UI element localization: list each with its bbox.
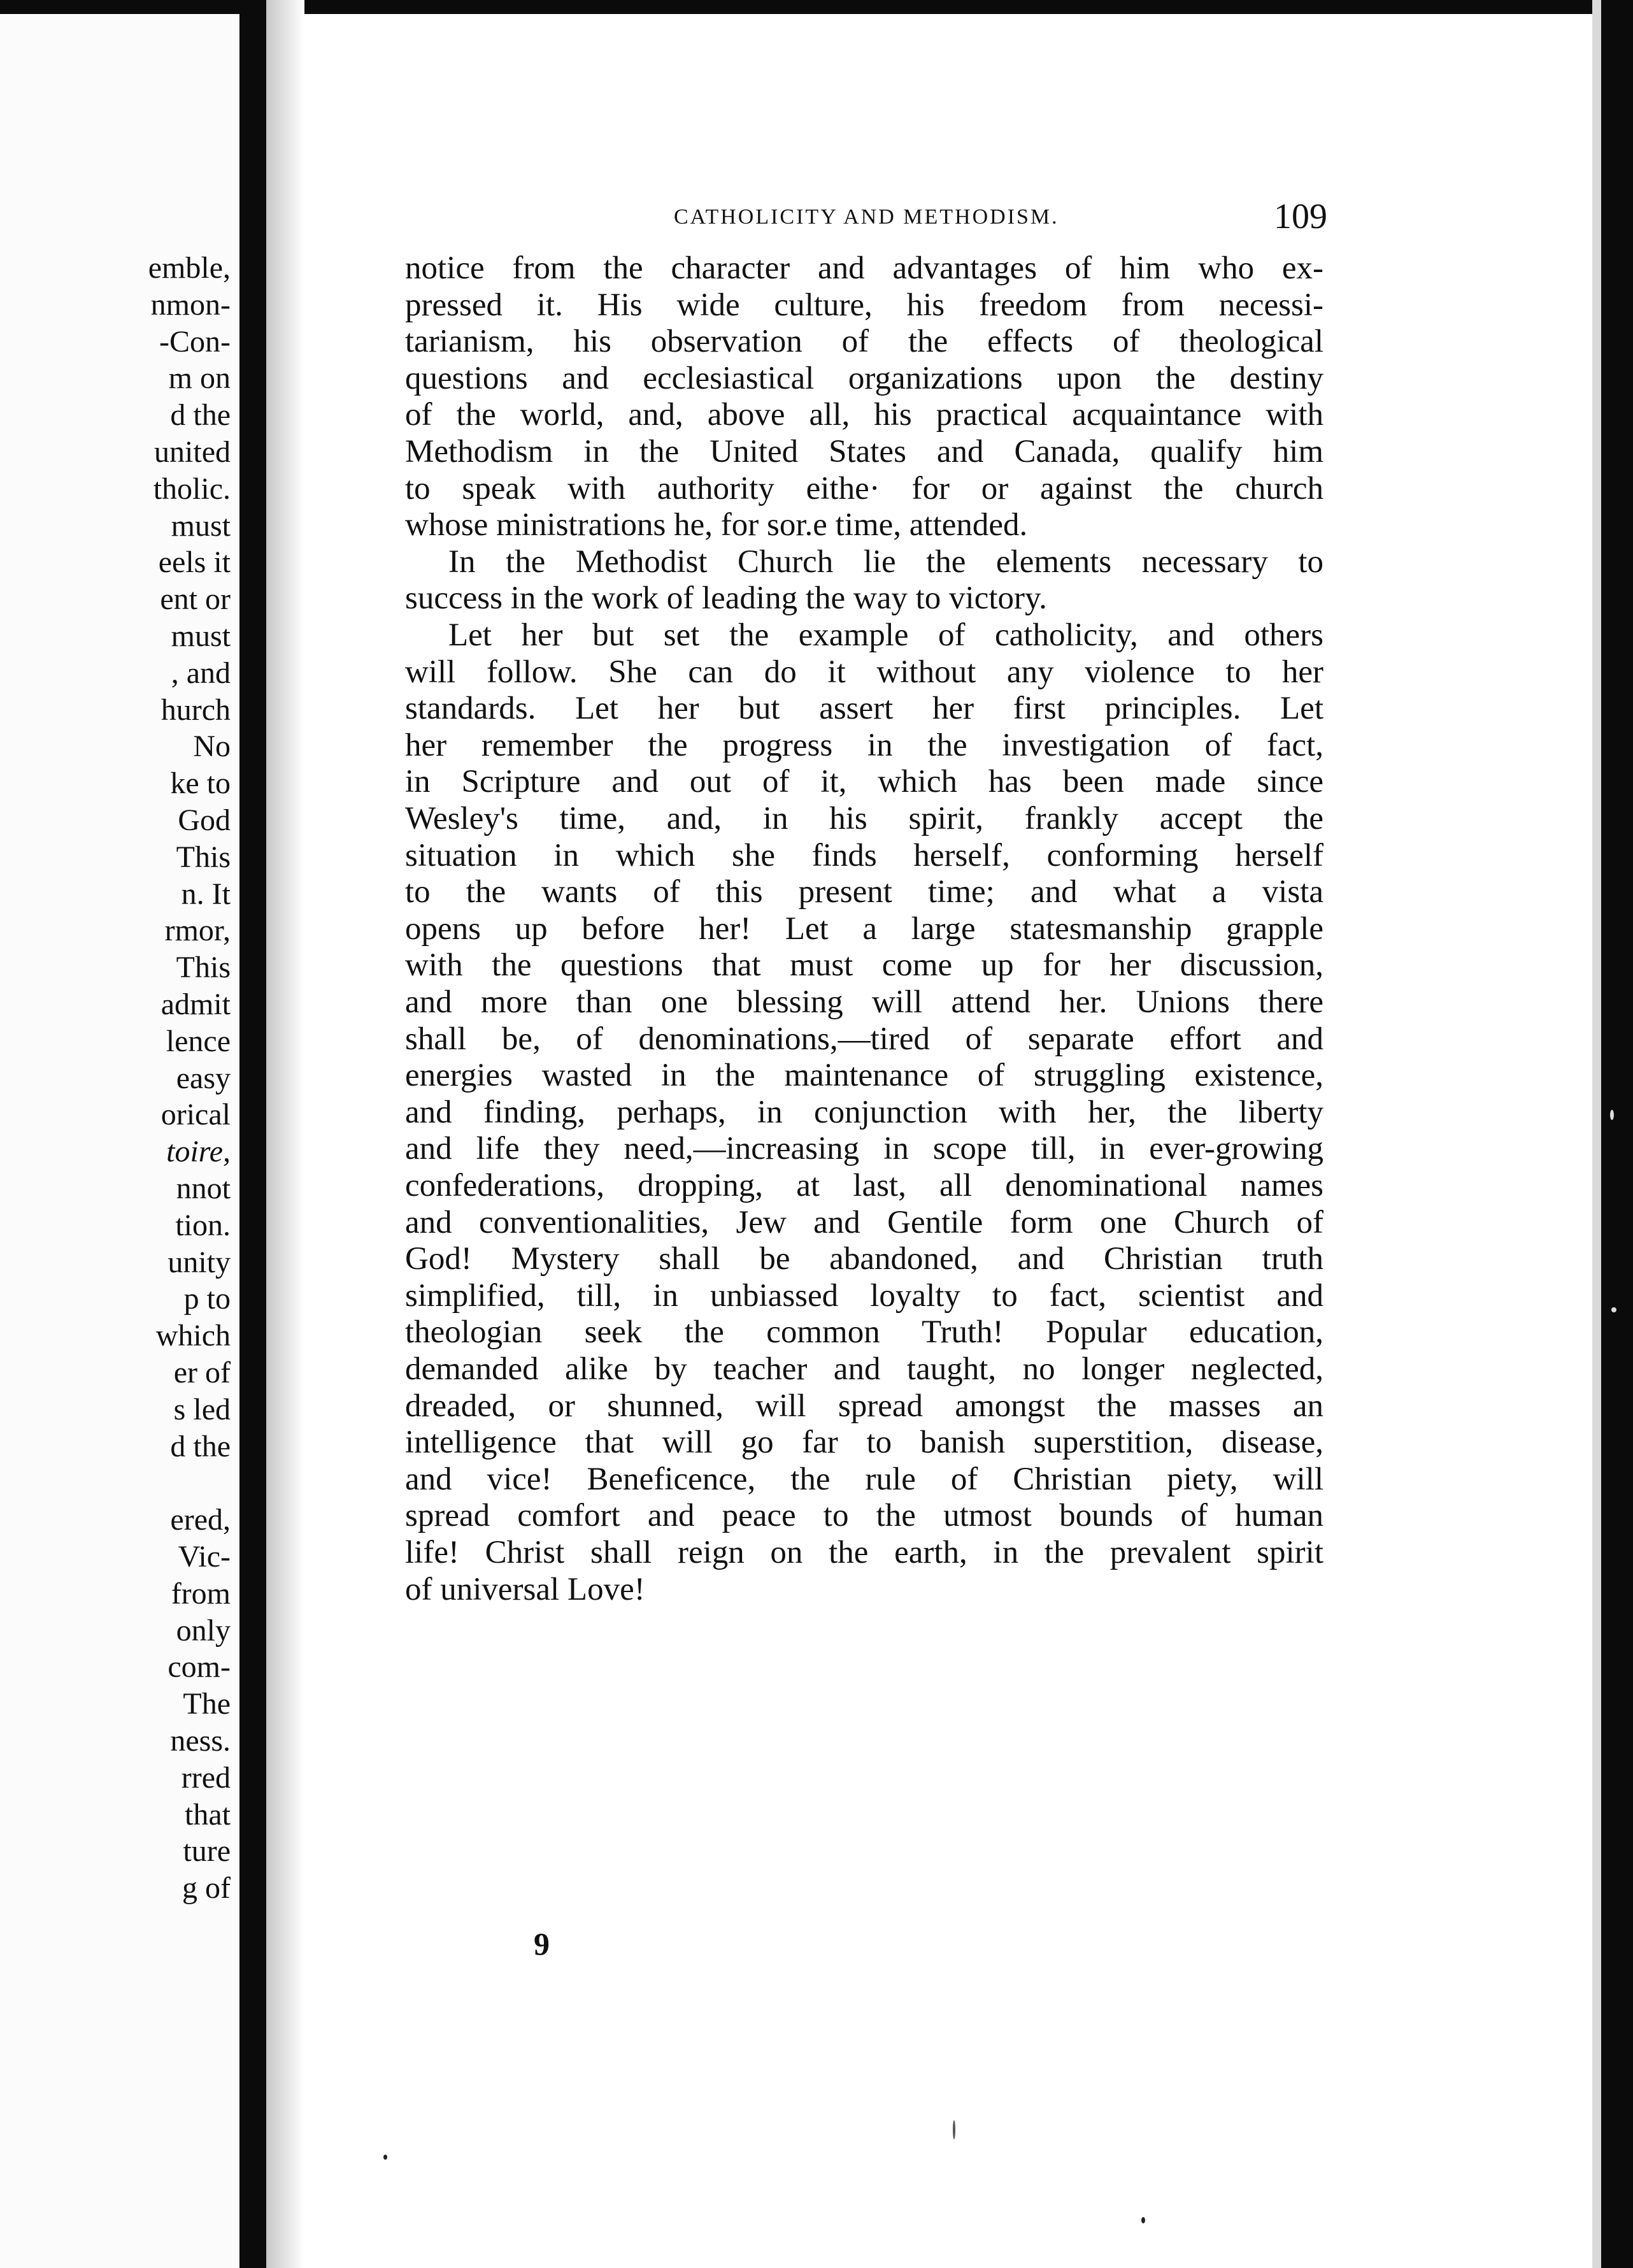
text-line: shall be, of denominations,—tired of separate effort and [405, 1021, 1323, 1057]
facing-page-line: The [183, 1687, 231, 1721]
running-head: CATHOLICITY AND METHODISM. [674, 205, 1059, 229]
facing-page-line: nnot [176, 1172, 231, 1205]
text-line: and vice! Beneficence, the rule of Christian piety, will [405, 1461, 1323, 1497]
text-line: and more than one blessing will attend her. Unions there [405, 984, 1323, 1020]
scan-right-edge [1592, 0, 1601, 2268]
facing-page-line: ness. [170, 1724, 231, 1758]
facing-page-line: ke to [170, 766, 231, 800]
text-line: opens up before her! Let a large statesmanship grapple [405, 911, 1323, 947]
facing-page-line: tholic. [153, 472, 231, 506]
facing-page-line: toire, [166, 1135, 231, 1168]
text-line: Methodism in the United States and Canada, qualify him [405, 434, 1323, 470]
facing-page-line: emble, [148, 251, 231, 285]
scan-speck [953, 2120, 955, 2139]
text-line: life! Christ shall reign on the earth, in the prevalent spirit [405, 1535, 1323, 1570]
facing-page-line: from [171, 1577, 231, 1611]
text-line: pressed it. His wide culture, his freedom from necessi- [405, 287, 1323, 323]
text-line: questions and ecclesiastical organizations upon the destiny [405, 361, 1323, 396]
text-line: dreaded, or shunned, will spread amongst the masses an [405, 1388, 1323, 1424]
facing-page-line: This [176, 840, 231, 874]
text-line: simplified, till, in unbiassed loyalty to fact, scientist and [405, 1278, 1323, 1314]
facing-page-line: , and [171, 656, 231, 690]
facing-page-line: united [154, 435, 231, 469]
text-line: to speak with authority eithe· for or against the church [405, 471, 1323, 506]
scan-speck [383, 2155, 387, 2160]
facing-page-line: This [176, 951, 231, 984]
text-line: of universal Love! [405, 1572, 645, 1607]
facing-page-line: ent or [160, 582, 231, 616]
facing-page-line: p to [183, 1282, 231, 1316]
scan-speck [1610, 1110, 1614, 1120]
text-line: tarianism, his observation of the effects of theological [405, 324, 1323, 359]
text-line: In the Methodist Church lie the elements necessary to [448, 544, 1323, 580]
facing-page-line: -Con- [159, 325, 231, 359]
facing-page-line: ture [183, 1834, 231, 1868]
facing-page-line: admit [160, 987, 231, 1021]
text-line: and finding, perhaps, in conjunction with her, the liberty [405, 1095, 1323, 1130]
facing-page-line: unity [168, 1245, 231, 1279]
text-line: Wesley's time, and, in his spirit, frankly accept the [405, 801, 1323, 836]
text-line: her remember the progress in the investigation of fact, [405, 728, 1323, 763]
page-number: 109 [1274, 197, 1327, 236]
facing-page-line: lence [166, 1024, 231, 1058]
text-line: with the questions that must come up for her discussion, [405, 947, 1323, 983]
text-line: will follow. She can do it without any violence to her [405, 654, 1323, 690]
facing-page-line: n. It [181, 877, 231, 911]
text-line: notice from the character and advantages of him who ex- [405, 250, 1323, 286]
facing-page-line: God [178, 803, 231, 837]
text-line: and life they need,—increasing in scope till, in ever-growing [405, 1131, 1323, 1166]
facing-page-line: com- [168, 1650, 231, 1684]
facing-page-line: rmor, [164, 914, 231, 947]
facing-page-line: tion. [175, 1209, 231, 1242]
text-line: energies wasted in the maintenance of struggling existence, [405, 1058, 1323, 1093]
facing-page-line: d the [170, 1430, 231, 1463]
facing-page-line: easy [176, 1061, 231, 1095]
scan-right-border [1601, 0, 1633, 2268]
text-line: intelligence that will go far to banish superstition, disease, [405, 1425, 1323, 1460]
facing-page-line: s led [173, 1393, 231, 1426]
facing-page-line: m on [168, 361, 231, 395]
facing-page-line: Vic- [178, 1540, 231, 1574]
facing-page-line: ered, [170, 1503, 231, 1537]
text-line: Let her but set the example of catholicity, and others [448, 617, 1323, 653]
facing-page-line: must [171, 619, 231, 653]
facing-page-line: hurch [160, 693, 231, 727]
gutter-shadow [266, 0, 304, 2268]
text-line: in Scripture and out of it, which has been made since [405, 764, 1323, 800]
facing-page-line: orical [160, 1098, 231, 1131]
text-line: spread comfort and peace to the utmost bounds of human [405, 1498, 1323, 1533]
text-line: standards. Let her but assert her first principles. Let [405, 691, 1323, 726]
book-gutter [239, 0, 266, 2268]
facing-page-line: which [155, 1319, 231, 1353]
facing-page-line: only [176, 1614, 231, 1647]
facing-page-line: must [171, 509, 231, 543]
text-line: God! Mystery shall be abandoned, and Christian truth [405, 1241, 1323, 1277]
facing-page-line: eels it [158, 545, 231, 579]
signature-mark: 9 [534, 1926, 550, 1962]
facing-page-line: No [193, 729, 231, 763]
facing-page-line: er of [173, 1356, 231, 1389]
text-line: confederations, dropping, at last, all denominational names [405, 1168, 1323, 1203]
text-line: whose ministrations he, for sor.e time, attended. [405, 507, 1028, 543]
scan-speck [1141, 2217, 1145, 2223]
text-line: and conventionalities, Jew and Gentile form one Church of [405, 1205, 1323, 1240]
facing-page-line: nmon- [150, 288, 231, 322]
facing-page-line: g of [182, 1871, 231, 1905]
text-line: success in the work of leading the way to victory. [405, 580, 1047, 616]
facing-page-line: d the [170, 398, 231, 432]
text-line: to the wants of this present time; and what a vista [405, 874, 1323, 910]
text-line: theologian seek the common Truth! Popular education, [405, 1314, 1323, 1350]
text-line: demanded alike by teacher and taught, no longer neglected, [405, 1351, 1323, 1387]
scan-speck [1611, 1307, 1616, 1312]
text-line: situation in which she finds herself, conforming herself [405, 838, 1323, 873]
facing-page-line: rred [181, 1761, 231, 1795]
text-line: of the world, and, above all, his practical acquaintance with [405, 397, 1323, 433]
facing-page-fragment [0, 14, 239, 2268]
facing-page-line: that [185, 1798, 231, 1832]
